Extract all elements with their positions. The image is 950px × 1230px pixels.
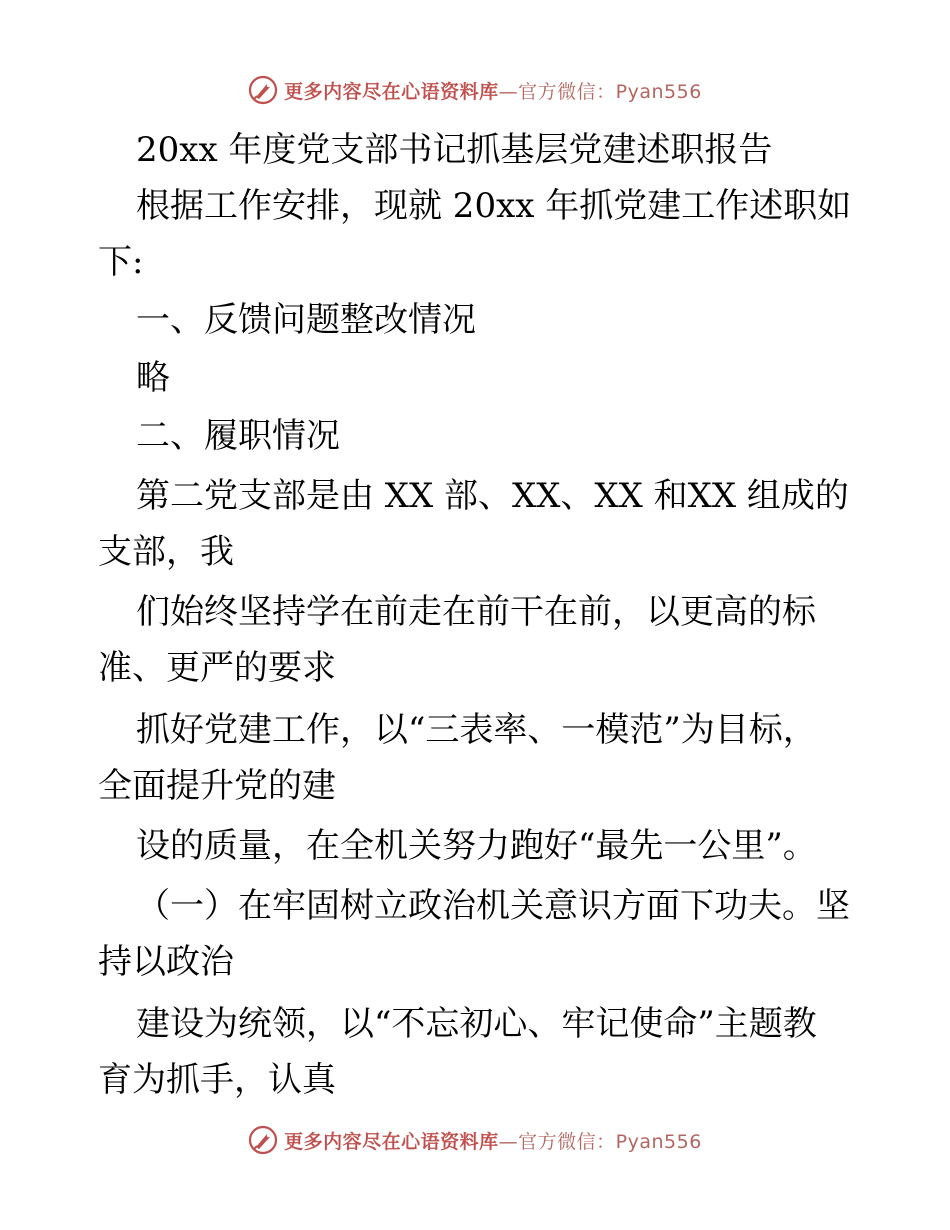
header-banner [0,72,950,108]
header-banner-sep: — [498,80,519,103]
doc-paragraph-line: 下: [98,242,144,282]
header-banner-text [284,77,702,104]
doc-paragraph-line: 们始终坚持学在前走在前干在前，以更高的标 [136,592,816,632]
doc-paragraph-line: 抓好党建工作，以“三表率、一模范”为目标， [136,710,817,750]
doc-paragraph-line: 全面提升党的建 [98,766,336,806]
doc-subsection-heading: （一）在牢固树立政治机关意识方面下功夫。坚 [136,886,850,926]
doc-paragraph-line: 设的质量，在全机关努力跑好“最先一公里”。 [136,826,817,866]
pen-nib-logo-icon [248,75,278,105]
footer-banner-sub: 官方微信：Pyan556 [518,1130,702,1153]
doc-paragraph-line: 根据工作安排，现就 20xx 年抓党建工作述职如 [136,186,852,226]
doc-paragraph-line: 育为抓手，认真 [98,1060,336,1100]
doc-paragraph-line: 持以政治 [98,942,234,982]
footer-banner-text [284,1127,702,1154]
footer-banner-sep: — [498,1130,519,1153]
doc-section-heading: 一、反馈问题整改情况 [136,300,476,340]
doc-paragraph-line: 第二党支部是由 XX 部、XX、XX 和XX 组成的 [136,476,849,516]
footer-banner-main: 更多内容尽在心语资料库 [284,1130,499,1153]
doc-title: 20xx 年度党支部书记抓基层党建述职报告 [136,130,773,170]
doc-paragraph-line: 略 [136,358,170,398]
doc-paragraph-line: 支部，我 [98,532,234,572]
header-banner-main: 更多内容尽在心语资料库 [284,80,499,103]
doc-paragraph-line: 准、更严的要求 [98,648,336,688]
footer-banner [0,1122,950,1158]
pen-nib-logo-icon [248,1125,278,1155]
header-banner-sub: 官方微信：Pyan556 [518,80,702,103]
doc-section-heading: 二、履职情况 [136,416,340,456]
doc-paragraph-line: 建设为统领，以“不忘初心、牢记使命”主题教 [136,1004,817,1044]
